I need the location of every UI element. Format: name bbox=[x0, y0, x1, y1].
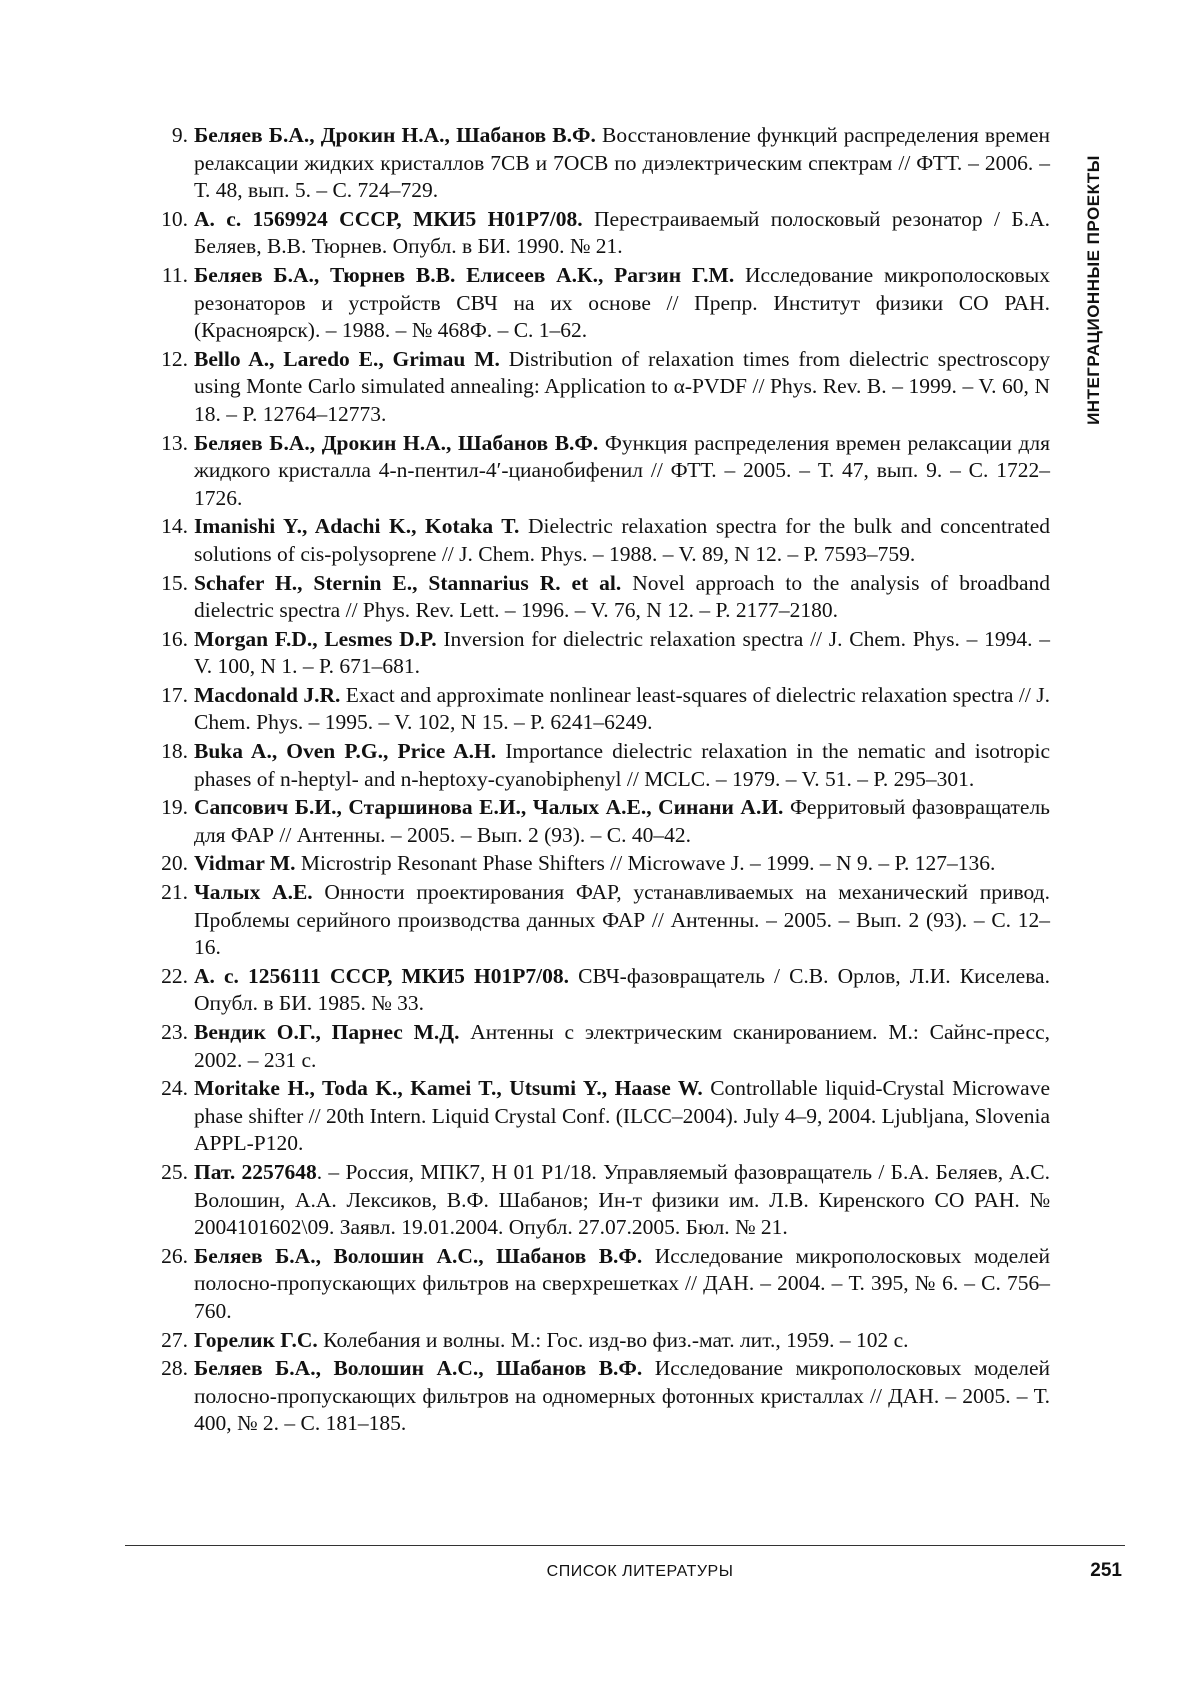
reference-list bbox=[150, 122, 1050, 1439]
reference-number: 19. bbox=[161, 795, 188, 820]
reference-authors: Morgan F.D., Lesmes D.P. bbox=[194, 626, 437, 651]
reference-number: 27. bbox=[161, 1327, 188, 1352]
reference-number: 23. bbox=[161, 1020, 188, 1044]
reference-details: СВЧ-фазовращатель / С.В. Орлов, Л.И. Киселева. Опубл. в БИ. 1985. № 33. bbox=[194, 963, 1050, 1016]
reference-item bbox=[150, 738, 1050, 793]
reference-authors: Беляев Б.А., Дрокин Н.А., Шабанов В.Ф. bbox=[194, 430, 599, 455]
reference-details: Антенны с электрическим сканированием. М.: Сайнс-пресс, 2002. – 231 с. bbox=[194, 1020, 1051, 1072]
reference-number: 14. bbox=[161, 514, 188, 539]
reference-details: Dielectric relaxation spectra for the bulk and concentrated solutions of cis-polysoprene // J. Chem. Phys. – 1988. – V. 89, N 12. – P. 7593–759. bbox=[194, 514, 1051, 566]
footer-divider bbox=[125, 1545, 1125, 1546]
reference-authors: Moritake H., Toda K., Kamei T., Utsumi Y., Haase W. bbox=[194, 1076, 703, 1101]
reference-number: 20. bbox=[161, 851, 188, 876]
reference-authors: Schafer H., Sternin E., Stannarius R. et al. bbox=[194, 570, 622, 595]
reference-number: 22. bbox=[161, 963, 188, 988]
reference-details: Исследование микрополосковых моделей полосно-пропускающих фильтров на одномерных фотонных кристаллах // ДАН. – 2005. – Т. 400, № 2. – С. 181–185. bbox=[194, 1356, 1050, 1436]
reference-item bbox=[150, 570, 1050, 625]
reference-authors: Macdonald J.R. bbox=[194, 682, 341, 707]
reference-item bbox=[150, 262, 1050, 345]
reference-item bbox=[150, 346, 1050, 429]
reference-number: 10. bbox=[161, 206, 188, 231]
reference-item bbox=[150, 513, 1050, 568]
reference-item bbox=[150, 1159, 1050, 1242]
reference-number: 11. bbox=[161, 262, 188, 287]
reference-authors: Вендик О.Г., Парнес М.Д. bbox=[194, 1020, 460, 1044]
reference-details: Функция распределения времен релаксации для жидкого кристалла 4-n-пентил-4′-цианобифенил // ФТТ. – 2005. – Т. 47, вып. 9. – С. 1722–1726. bbox=[194, 430, 1051, 510]
footer-section-title: СПИСОК ЛИТЕРАТУРЫ bbox=[546, 1563, 734, 1580]
reference-number: 21. bbox=[161, 880, 188, 905]
reference-item bbox=[150, 850, 1050, 878]
reference-details: Ферритовый фазовращатель для ФАР // Антенны. – 2005. – Вып. 2 (93). – С. 40–42. bbox=[194, 795, 1050, 847]
reference-details: Восстановление функций распределения времен релаксации жидких кристаллов 7СВ и 7ОСВ по диэлектрическим спектрам // ФТТ. – 2006. – Т. 48, вып. 5. – С. 724–729. bbox=[194, 123, 1050, 203]
page-number: 251 bbox=[1090, 1560, 1122, 1581]
reference-authors: Сапсович Б.И., Старшинова Е.И., Чалых А.Е., Синани А.И. bbox=[194, 795, 784, 820]
reference-authors: Горелик Г.С. bbox=[194, 1327, 318, 1352]
reference-details: Колебания и волны. М.: Гос. изд-во физ.-мат. лит., 1959. – 102 с. bbox=[317, 1327, 909, 1352]
reference-item bbox=[150, 879, 1050, 962]
reference-number: 12. bbox=[161, 346, 188, 371]
reference-number: 18. bbox=[161, 739, 188, 764]
reference-item bbox=[150, 794, 1050, 849]
reference-details: Исследование микрополосковых моделей полосно-пропускающих фильтров на сверхрешетках // ДАН. – 2004. – Т. 395, № 6. – С. 756–760. bbox=[194, 1243, 1050, 1323]
reference-number: 24. bbox=[161, 1076, 188, 1101]
reference-details: Исследование микрополосковых резонаторов и устройств СВЧ на их основе // Препр. Институт физики СО РАН. (Красноярск). – 1988. – № 468Ф. – С. 1–62. bbox=[194, 262, 1051, 343]
reference-number: 15. bbox=[161, 570, 188, 595]
reference-authors: Пат. 2257648 bbox=[194, 1159, 317, 1184]
reference-number: 16. bbox=[161, 626, 188, 651]
reference-item bbox=[150, 626, 1050, 681]
reference-authors: Беляев Б.А., Тюрнев В.В. Елисеев А.К., Рагзин Г.М. bbox=[194, 262, 735, 287]
reference-details: Distribution of relaxation times from dielectric spectroscopy using Monte Carlo simulated annealing: Application to α-PVDF // Phys. Rev. B. – 1999. – V. 60, N 18. – P. 12764–12773. bbox=[194, 346, 1050, 426]
reference-authors: Беляев Б.А., Волошин А.С., Шабанов В.Ф. bbox=[194, 1356, 643, 1381]
reference-details: Онности проектирования ФАР, устанавливаемых на механический привод. Проблемы серийного производства данных ФАР // Антенны. – 2005. – Вып. 2 (93). – С. 12–16. bbox=[194, 880, 1050, 960]
reference-authors: Беляев Б.А., Дрокин Н.А., Шабанов В.Ф. bbox=[194, 123, 596, 147]
reference-details: Exact and approximate nonlinear least-squares of dielectric relaxation spectra // J. Chem. Phys. – 1995. – V. 102, N 15. – P. 6241–6249. bbox=[194, 682, 1050, 735]
reference-authors: А. с. 1569924 СССР, МКИ5 H01P7/08. bbox=[194, 206, 583, 231]
reference-details: Controllable liquid-Crystal Microwave phase shifter // 20th Intern. Liquid Crystal Conf. (ILCC–2004). July 4–9, 2004. Ljubljana, Slovenia APPL-P120. bbox=[194, 1076, 1050, 1156]
reference-details: Microstrip Resonant Phase Shifters // Microwave J. – 1999. – N 9. – P. 127–136. bbox=[295, 851, 996, 876]
reference-authors: А. с. 1256111 СССР, МКИ5 H01P7/08. bbox=[194, 963, 569, 988]
reference-item bbox=[150, 1355, 1050, 1438]
reference-item bbox=[150, 1075, 1050, 1158]
reference-number: 13. bbox=[161, 430, 188, 455]
side-section-label: ИНТЕГРАЦИОННЫЕ ПРОЕКТЫ bbox=[1084, 155, 1103, 425]
reference-details: . – Россия, МПК7, H 01 P1/18. Управляемый фазовращатель / Б.А. Беляев, А.С. Волошин, А.А. Лексиков, В.Ф. Шабанов; Ин-т физики им. Л.В. Киренского СО РАН. № 2004101602\09. Заявл. 19.01.2004. Опубл. 27.07.2005. Бюл. № 21. bbox=[194, 1159, 1050, 1240]
reference-item bbox=[150, 963, 1050, 1018]
reference-item bbox=[150, 430, 1050, 513]
reference-item bbox=[150, 1243, 1050, 1326]
reference-item bbox=[150, 682, 1050, 737]
reference-authors: Чалых А.Е. bbox=[194, 880, 313, 905]
reference-number: 28. bbox=[161, 1356, 188, 1381]
reference-item bbox=[150, 1019, 1050, 1074]
reference-number: 17. bbox=[161, 682, 188, 707]
reference-details: Перестраиваемый полосковый резонатор / Б.А. Беляев, В.В. Тюрнев. Опубл. в БИ. 1990. № 21. bbox=[194, 206, 1051, 259]
reference-authors: Беляев Б.А., Волошин А.С., Шабанов В.Ф. bbox=[194, 1243, 643, 1268]
reference-authors: Bello A., Laredo E., Grimau M. bbox=[194, 346, 500, 371]
reference-details: Novel approach to the analysis of broadband dielectric spectra // Phys. Rev. Lett. – 1996. – V. 76, N 12. – P. 2177–2180. bbox=[194, 570, 1050, 623]
reference-authors: Imanishi Y., Adachi K., Kotaka T. bbox=[194, 514, 520, 539]
reference-number: 9. bbox=[171, 123, 188, 147]
reference-number: 26. bbox=[161, 1243, 188, 1268]
reference-authors: Buka A., Oven P.G., Price A.H. bbox=[194, 739, 497, 764]
reference-number: 25. bbox=[161, 1159, 188, 1184]
reference-item bbox=[150, 206, 1050, 261]
reference-item bbox=[150, 122, 1050, 205]
reference-details: Importance dielectric relaxation in the nematic and isotropic phases of n-heptyl- and n-heptoxy-cyanobiphenyl // MCLC. – 1979. – V. 51. – P. 295–301. bbox=[194, 739, 1050, 791]
reference-item bbox=[150, 1327, 1050, 1355]
reference-details: Inversion for dielectric relaxation spectra // J. Chem. Phys. – 1994. – V. 100, N 1. – P. 671–681. bbox=[194, 626, 1051, 679]
reference-authors: Vidmar M. bbox=[194, 851, 296, 876]
